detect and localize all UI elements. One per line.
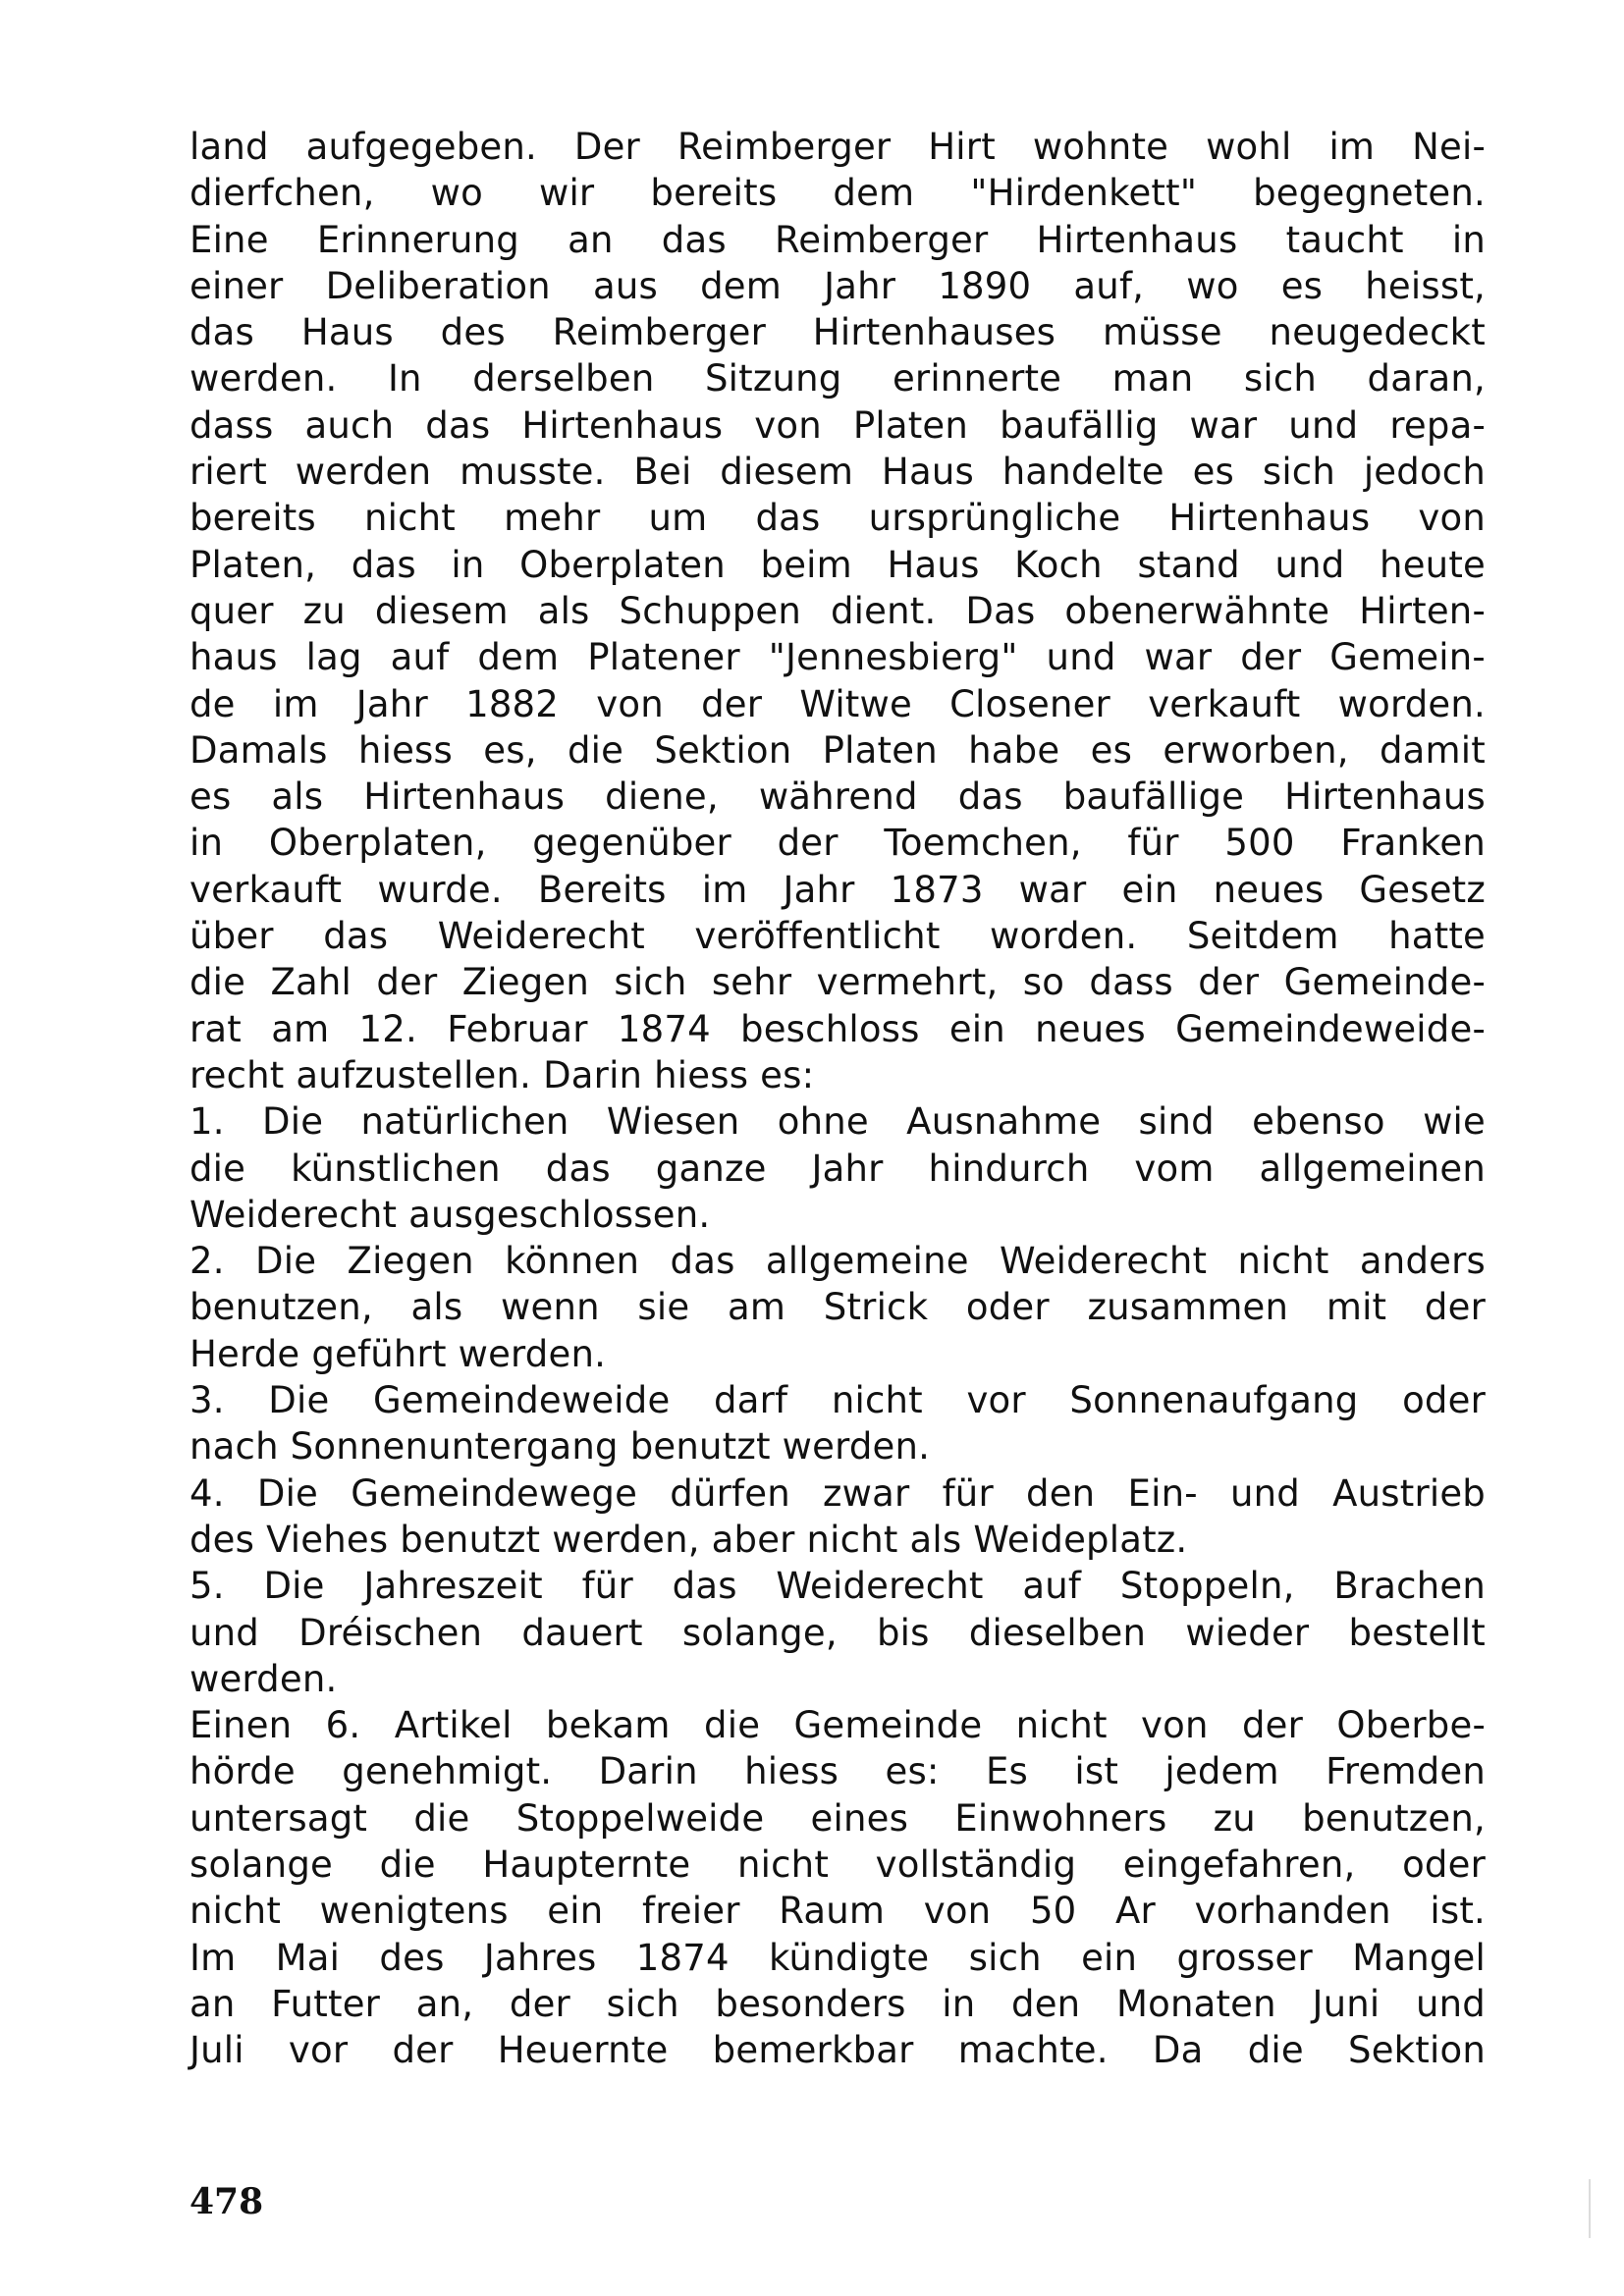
text-line: die Zahl der Ziegen sich sehr vermehrt, so dass der Gemeinde- [189,961,1486,1004]
text-line: verkauft wurde. Bereits im Jahr 1873 war ein neues Gesetz [189,868,1486,911]
text-line: de im Jahr 1882 von der Witwe Closener verkauft worden. [189,682,1486,725]
text-line: rat am 12. Februar 1874 beschloss ein neues Gemeindeweide- [189,1007,1486,1050]
text-line: haus lag auf dem Platener "Jennesbierg" und war der Gemein- [189,636,1486,679]
text-line: einer Deliberation aus dem Jahr 1890 auf, wo es heisst, [189,264,1486,307]
text-line: solange die Haupternte nicht vollständig eingefahren, oder [189,1842,1486,1886]
text-line: des Viehes benutzt werden, aber nicht als Weideplatz. [189,1518,1188,1561]
text-line: Weiderecht ausgeschlossen. [189,1193,711,1236]
scan-edge-mark [1589,2179,1591,2238]
text-line: dass auch das Hirtenhaus von Platen baufällig war und repa- [189,403,1486,447]
text-line: land aufgegeben. Der Reimberger Hirt wohnte wohl im Nei- [189,126,1486,168]
text-line: riert werden musste. Bei diesem Haus handelte es sich jedoch [189,451,1486,494]
text-line: Im Mai des Jahres 1874 kündigte sich ein grosser Mangel [189,1936,1486,1979]
text-line: recht aufzustellen. Darin hiess es: [189,1053,815,1096]
page-number: 478 [189,2181,264,2222]
text-line: an Futter an, der sich besonders in den Monaten Juni und [189,1982,1486,2025]
text-line: 5. Die Jahreszeit für das Weiderecht auf Stoppeln, Brachen [189,1565,1486,1608]
text-line: Damals hiess es, die Sektion Platen habe es erworben, damit [189,728,1486,772]
text-line: werden. In derselben Sitzung erinnerte man sich daran, [189,357,1486,400]
text-line: nicht wenigtens ein freier Raum von 50 Ar vorhanden ist. [189,1890,1486,1933]
text-line: Einen 6. Artikel bekam die Gemeinde nicht von der Oberbe- [189,1704,1486,1747]
text-line: 2. Die Ziegen können das allgemeine Weiderecht nicht anders [189,1240,1486,1283]
text-line: es als Hirtenhaus diene, während das baufällige Hirtenhaus [189,775,1486,819]
text-line: über das Weiderecht veröffentlicht worden. Seitdem hatte [189,915,1486,958]
text-line: Herde geführt werden. [189,1332,607,1375]
text-line: und Dréischen dauert solange, bis dieselben wieder bestellt [189,1611,1486,1654]
text-line: das Haus des Reimberger Hirtenhauses müsse neugedeckt [189,311,1486,354]
text-line: werden. [189,1657,338,1700]
text-line: quer zu diesem als Schuppen dient. Das obenerwähnte Hirten- [189,589,1486,632]
text-line: benutzen, als wenn sie am Strick oder zusammen mit der [189,1286,1486,1329]
text-line: nach Sonnenuntergang benutzt werden. [189,1425,931,1468]
text-line: die künstlichen das ganze Jahr hindurch vom allgemeinen [189,1147,1486,1190]
text-line: untersagt die Stoppelweide eines Einwohners zu benutzen, [189,1796,1486,1840]
text-line: hörde genehmigt. Darin hiess es: Es ist jedem Fremden [189,1750,1486,1793]
text-line: in Oberplaten, gegenüber der Toemchen, für 500 Franken [189,822,1486,865]
text-line: 1. Die natürlichen Wiesen ohne Ausnahme sind ebenso wie [189,1100,1486,1144]
text-line: 4. Die Gemeindewege dürfen zwar für den Ein- und Austrieb [189,1471,1486,1515]
body-text [189,124,1486,2073]
text-line: bereits nicht mehr um das ursprüngliche Hirtenhaus von [189,497,1486,540]
text-line: Platen, das in Oberplaten beim Haus Koch stand und heute [189,543,1486,586]
text-line: 3. Die Gemeindeweide darf nicht vor Sonnenaufgang oder [189,1379,1486,1422]
text-line: dierfchen, wo wir bereits dem "Hirdenkett" begegneten. [189,172,1486,215]
text-line: Eine Erinnerung an das Reimberger Hirtenhaus taucht in [189,218,1486,261]
text-line: Juli vor der Heuernte bemerkbar machte. Da die Sektion [189,2029,1486,2072]
